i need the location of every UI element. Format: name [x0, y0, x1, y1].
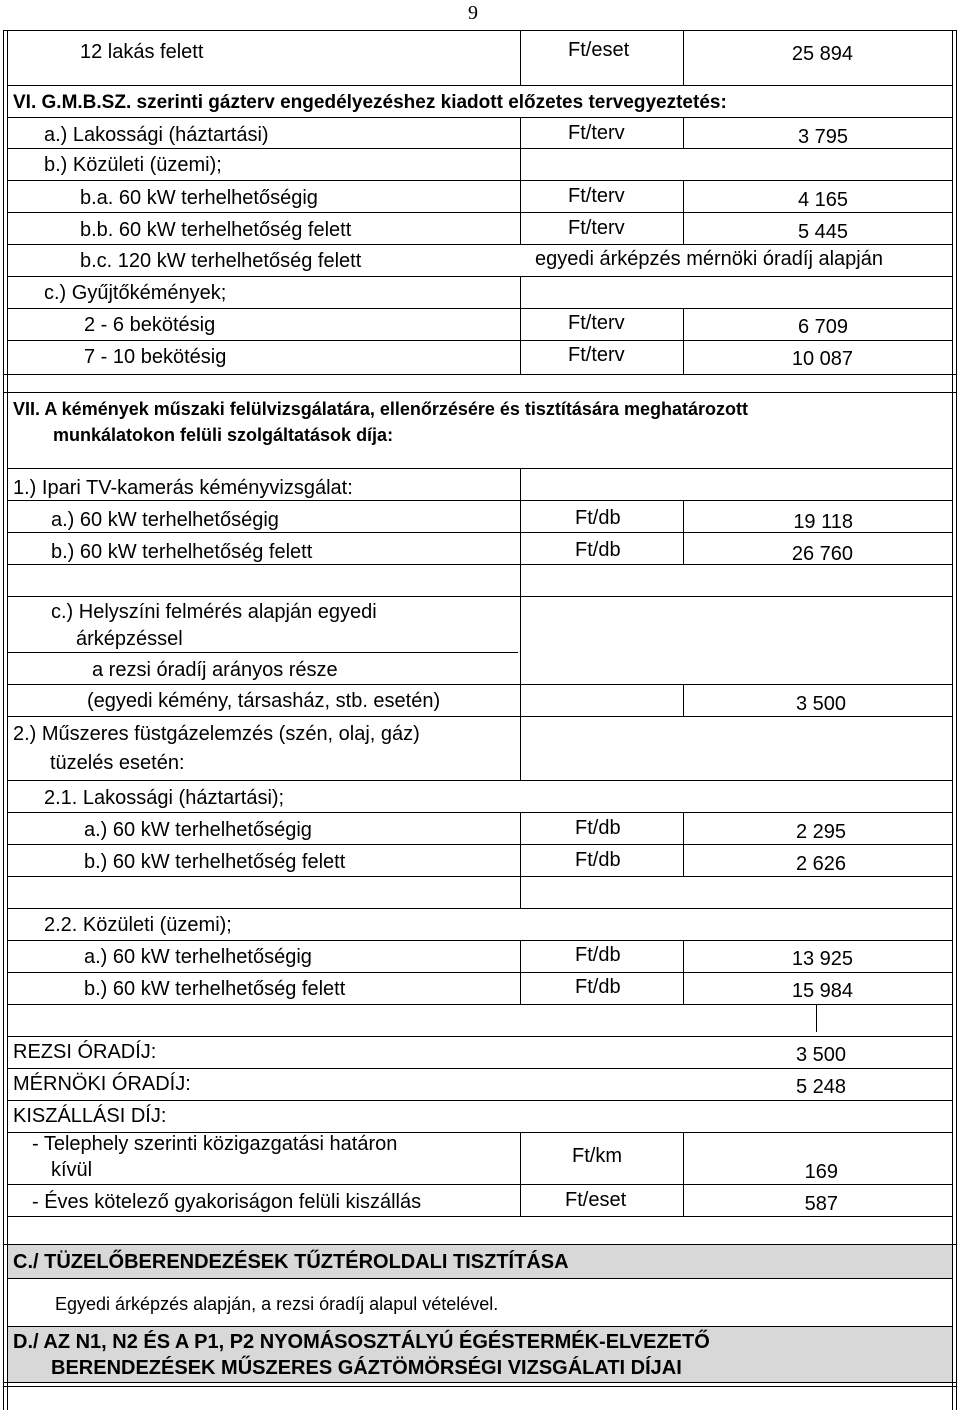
- row-unit: Ft/db: [575, 539, 621, 561]
- row-label: b.c. 120 kW terhelhetőség felett: [80, 250, 362, 272]
- rule: [3, 374, 957, 375]
- rule: [3, 1386, 957, 1387]
- row-label: tüzelés esetén:: [50, 752, 185, 774]
- rule: [8, 117, 952, 118]
- row-value: 4 165: [797, 189, 848, 211]
- col-divider: [683, 30, 684, 85]
- col-divider: [520, 117, 521, 244]
- row-unit: Ft/km: [572, 1145, 622, 1167]
- row-label: KISZÁLLÁSI DÍJ:: [13, 1105, 167, 1127]
- row-label: kívül: [51, 1159, 93, 1181]
- rule: [3, 1382, 957, 1383]
- row-value: 169: [804, 1161, 838, 1183]
- section-d-title-line2: BERENDEZÉSEK MŰSZERES GÁZTÖMÖRSÉGI VIZSGÁLATI DÍJAI: [51, 1357, 682, 1379]
- row-unit: Ft/db: [575, 849, 621, 871]
- rule: [8, 1216, 952, 1217]
- row-label: a.) 60 kW terhelhetőségig: [84, 946, 312, 968]
- col-divider: [683, 180, 684, 244]
- section-vi-title: VI. G.M.B.SZ. szerinti gázterv engedélyezéshez kiadott előzetes tervegyeztetés:: [13, 92, 727, 113]
- rule: [8, 972, 952, 973]
- row-value: 15 984: [791, 980, 853, 1002]
- col-divider: [683, 308, 684, 374]
- rule: [8, 876, 952, 877]
- row-unit: Ft/eset: [568, 39, 630, 61]
- row-label: c.) Helyszíni felmérés alapján egyedi: [51, 601, 377, 623]
- row-value: 3 500: [795, 693, 846, 715]
- rule: [3, 30, 957, 31]
- rule: [8, 596, 952, 597]
- rule: [8, 716, 952, 717]
- rule: [8, 85, 952, 86]
- row-label: a rezsi óradíj arányos része: [92, 659, 338, 681]
- row-value: 587: [804, 1193, 838, 1215]
- row-value: 13 925: [791, 948, 853, 970]
- row-unit: Ft/terv: [568, 185, 625, 207]
- row-label: b.) Közületi (üzemi);: [44, 154, 222, 176]
- section-vii-title-line2: munkálatokon felüli szolgáltatások díja:: [53, 425, 394, 445]
- section-vii-title-line1: VII. A kémények műszaki felülvizsgálatára, ellenőrzésére és tisztítására meghatározott: [13, 399, 748, 419]
- row-value: 25 894: [791, 43, 853, 65]
- row-label: c.) Gyűjtőkémények;: [44, 282, 227, 304]
- row-label: 2 - 6 bekötésig: [84, 314, 216, 336]
- rule: [8, 812, 952, 813]
- row-label: b.) 60 kW terhelhetőség felett: [51, 541, 313, 563]
- col-divider: [683, 940, 684, 1004]
- rule: [8, 940, 952, 941]
- rule: [8, 1278, 952, 1279]
- row-label: REZSI ÓRADÍJ:: [13, 1041, 157, 1063]
- col-divider: [683, 500, 684, 564]
- section-d-title-line1: D./ AZ N1, N2 ÉS A P1, P2 NYOMÁSOSZTÁLYÚ ÉGÉSTERMÉK-ELVEZETŐ: [13, 1331, 710, 1353]
- row-value: 5 445: [797, 221, 848, 243]
- rule: [3, 1244, 957, 1245]
- row-value: 3 500: [795, 1044, 846, 1066]
- row-label: - Telephely szerinti közigazgatási határon: [32, 1133, 398, 1155]
- rule: [8, 500, 952, 501]
- row-value: 2 295: [795, 821, 846, 843]
- rule: [8, 180, 952, 181]
- row-unit: Ft/terv: [568, 312, 625, 334]
- rule: [8, 684, 952, 685]
- section-c-text: Egyedi árképzés alapján, a rezsi óradíj alapul vételével.: [55, 1294, 499, 1314]
- col-divider: [520, 468, 521, 780]
- rule: [8, 1184, 952, 1185]
- col-divider: [520, 1132, 521, 1216]
- frame-left-outer: [3, 30, 4, 1410]
- row-value: 2 626: [795, 853, 846, 875]
- rule: [8, 652, 518, 653]
- row-label: 7 - 10 bekötésig: [84, 346, 227, 368]
- rule: [8, 1004, 952, 1005]
- row-unit: Ft/eset: [565, 1189, 627, 1211]
- row-label: b.b. 60 kW terhelhetőség felett: [80, 219, 352, 241]
- row-label: MÉRNÖKI ÓRADÍJ:: [13, 1073, 191, 1095]
- col-divider: [520, 276, 521, 374]
- section-c-title: C./ TÜZELŐBERENDEZÉSEK TŰZTÉROLDALI TISZTÍTÁSA: [13, 1251, 569, 1273]
- row-value: 19 118: [793, 511, 853, 533]
- row-label: 2.1. Lakossági (háztartási);: [44, 787, 285, 809]
- row-label: a.) 60 kW terhelhetőségig: [51, 509, 279, 531]
- row-label: a.) 60 kW terhelhetőségig: [84, 819, 312, 841]
- row-note: egyedi árképzés mérnöki óradíj alapján: [535, 248, 883, 270]
- row-unit: Ft/db: [575, 944, 621, 966]
- rule: [8, 308, 952, 309]
- col-divider: [520, 812, 521, 908]
- page-number: 9: [468, 2, 478, 24]
- row-unit: Ft/terv: [568, 344, 625, 366]
- rule: [8, 468, 952, 469]
- col-divider: [816, 1004, 817, 1032]
- row-label: 2.) Műszeres füstgázelemzés (szén, olaj, gáz): [13, 723, 420, 745]
- row-label: b.a. 60 kW terhelhetőségig: [80, 187, 318, 209]
- col-divider: [683, 812, 684, 876]
- row-value: 26 760: [791, 543, 853, 565]
- rule: [8, 1100, 952, 1101]
- row-label: b.) 60 kW terhelhetőség felett: [84, 851, 346, 873]
- col-divider: [683, 117, 684, 148]
- row-unit: Ft/db: [575, 976, 621, 998]
- rule: [8, 1326, 952, 1327]
- row-label: b.) 60 kW terhelhetőség felett: [84, 978, 346, 1000]
- row-value: 6 709: [797, 316, 848, 338]
- row-label: árképzéssel: [76, 628, 183, 650]
- row-value: 5 248: [795, 1076, 846, 1098]
- col-divider: [683, 684, 684, 716]
- rule: [8, 340, 952, 341]
- row-unit: Ft/terv: [568, 217, 625, 239]
- rule: [8, 844, 952, 845]
- rule: [8, 908, 952, 909]
- frame-right-outer: [956, 30, 957, 1410]
- rule: [8, 780, 952, 781]
- frame-right-inner: [952, 30, 953, 1410]
- rule: [8, 1068, 952, 1069]
- row-unit: Ft/db: [575, 507, 621, 529]
- rule: [8, 212, 952, 213]
- col-divider: [520, 30, 521, 85]
- row-label: a.) Lakossági (háztartási): [44, 124, 269, 146]
- row-label: 12 lakás felett: [80, 41, 204, 63]
- row-label: 1.) Ipari TV-kamerás kéményvizsgálat:: [13, 477, 353, 499]
- row-value: 10 087: [791, 348, 853, 370]
- col-divider: [520, 940, 521, 1004]
- row-label: 2.2. Közületi (üzemi);: [44, 914, 232, 936]
- row-label: - Éves kötelező gyakoriságon felüli kiszállás: [32, 1191, 422, 1213]
- rule: [8, 276, 952, 277]
- row-value: 3 795: [797, 126, 848, 148]
- row-label: (egyedi kémény, társasház, stb. esetén): [87, 690, 441, 712]
- rule: [8, 244, 952, 245]
- col-divider: [683, 1132, 684, 1216]
- row-unit: Ft/db: [575, 817, 621, 839]
- rule: [8, 1036, 952, 1037]
- frame-left-inner: [7, 30, 8, 1410]
- rule: [3, 392, 957, 393]
- row-unit: Ft/terv: [568, 122, 625, 144]
